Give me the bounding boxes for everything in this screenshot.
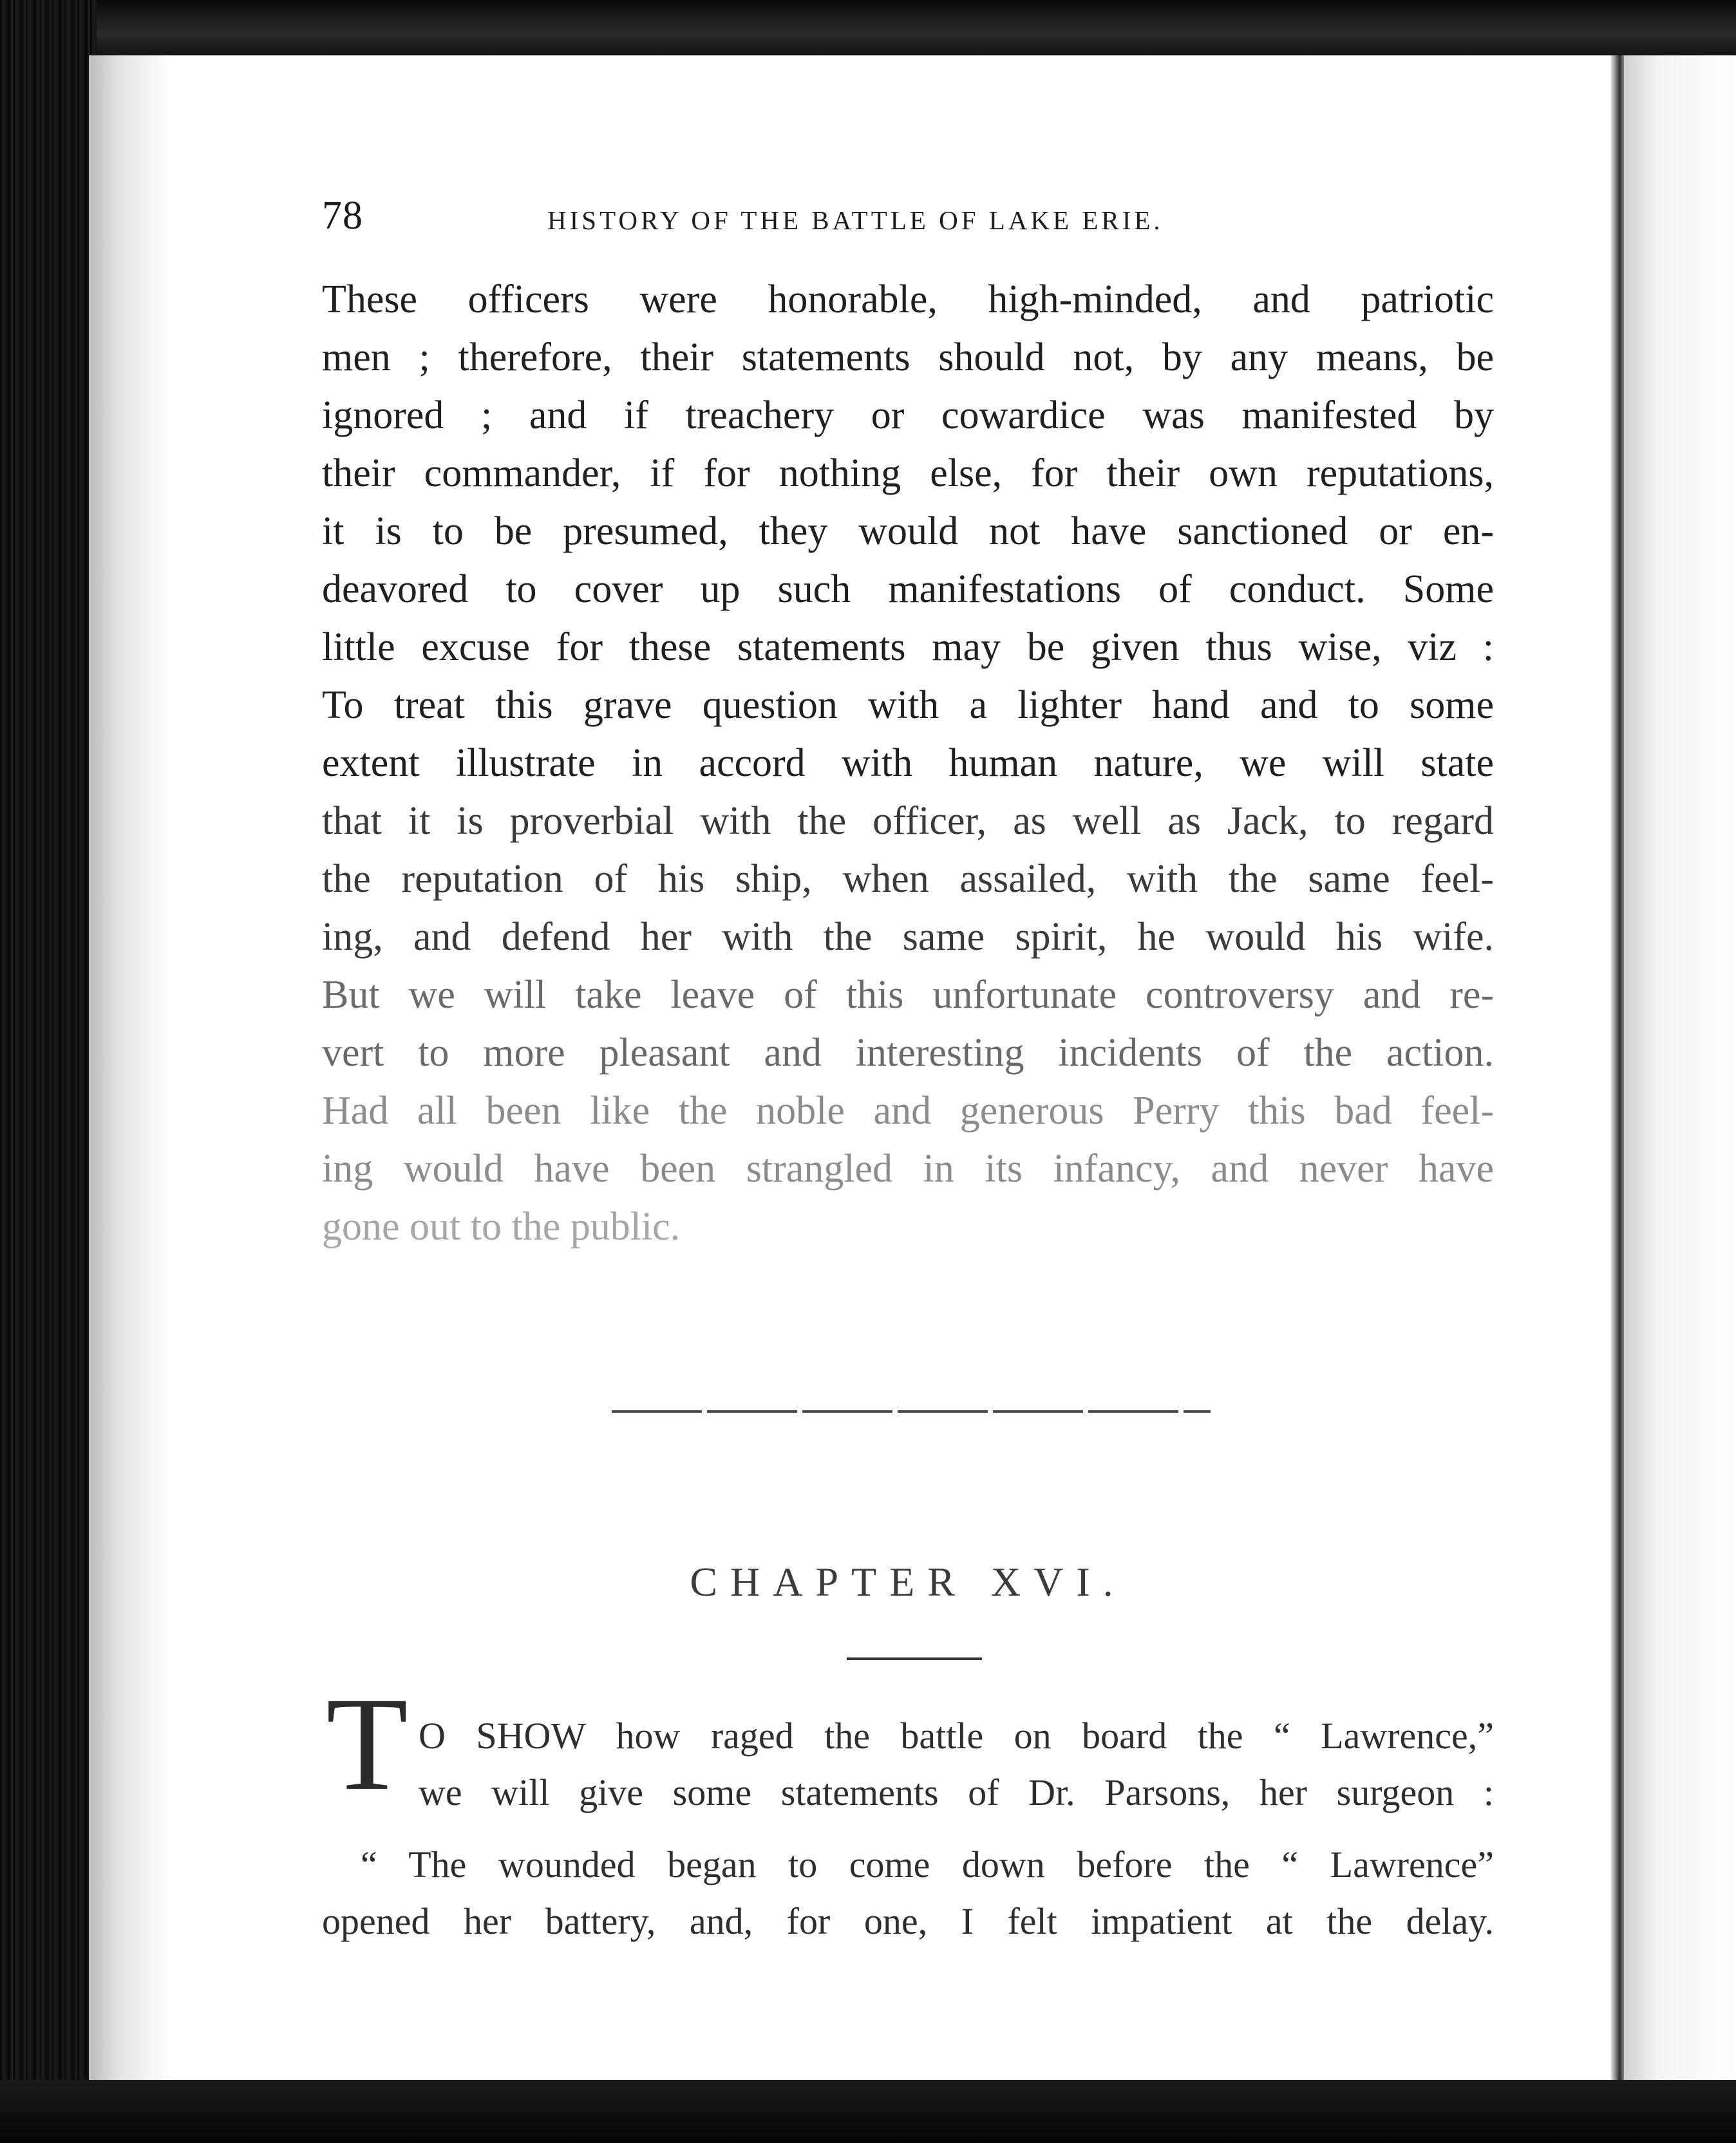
text-line: ing, and defend her with the same spirit, he would his wife.	[322, 915, 1494, 959]
page-number: 78	[322, 194, 363, 238]
text-line: gone out to the public.	[322, 1205, 681, 1249]
scan-border-top	[97, 0, 1736, 55]
scan-border-left	[0, 0, 97, 2143]
section-divider	[612, 1410, 1211, 1413]
chapter-rule	[847, 1657, 982, 1660]
running-title: HISTORY OF THE BATTLE OF LAKE ERIE.	[547, 205, 1164, 235]
text-line: Had all been like the noble and generous Perry this bad feel-	[322, 1089, 1494, 1133]
text-line: the reputation of his ship, when assailed, with the same feel-	[322, 857, 1494, 901]
text-line: vert to more pleasant and interesting incidents of the action.	[322, 1031, 1494, 1075]
text-line: men ; therefore, their statements should not, by any means, be	[322, 335, 1494, 379]
text-line: extent illustrate in accord with human nature, we will state	[322, 741, 1494, 785]
text-line: O SHOW how raged the battle on board the “ Lawrence,”	[419, 1715, 1494, 1757]
text-line: opened her battery, and, for one, I felt impatient at the delay.	[322, 1900, 1494, 1942]
chapter-heading: CHAPTER XVI.	[690, 1559, 1126, 1605]
book-gutter	[1610, 55, 1624, 2084]
text-line: To treat this grave question with a lighter hand and to some	[322, 683, 1494, 727]
scan-border-bottom	[0, 2080, 1736, 2143]
text-line: we will give some statements of Dr. Parsons, her surgeon :	[419, 1771, 1494, 1813]
text-line: ignored ; and if treachery or cowardice was manifested by	[322, 393, 1494, 437]
surgeon-quote	[322, 1836, 1494, 1950]
text-line: their commander, if for nothing else, for their own reputations,	[322, 451, 1494, 495]
chapter-opening	[322, 1708, 1494, 1821]
text-line: that it is proverbial with the officer, as well as Jack, to regard	[322, 799, 1494, 843]
page-edge-shadow	[89, 55, 171, 2084]
text-line: deavored to cover up such manifestations of conduct. Some	[322, 567, 1494, 611]
text-line: little excuse for these statements may be given thus wise, viz :	[322, 625, 1494, 669]
body-paragraph	[322, 270, 1494, 1256]
text-line: ing would have been strangled in its infancy, and never have	[322, 1147, 1494, 1191]
facing-page-edge	[1624, 55, 1736, 2084]
text-line: it is to be presumed, they would not have sanctioned or en-	[322, 509, 1494, 553]
text-line: But we will take leave of this unfortunate controversy and re-	[322, 973, 1494, 1017]
running-head	[322, 193, 1256, 245]
text-line: “ The wounded began to come down before the “ Lawrence”	[361, 1844, 1494, 1885]
drop-cap: T	[326, 1670, 408, 1818]
text-line: These officers were honorable, high-minded, and patriotic	[322, 278, 1494, 321]
